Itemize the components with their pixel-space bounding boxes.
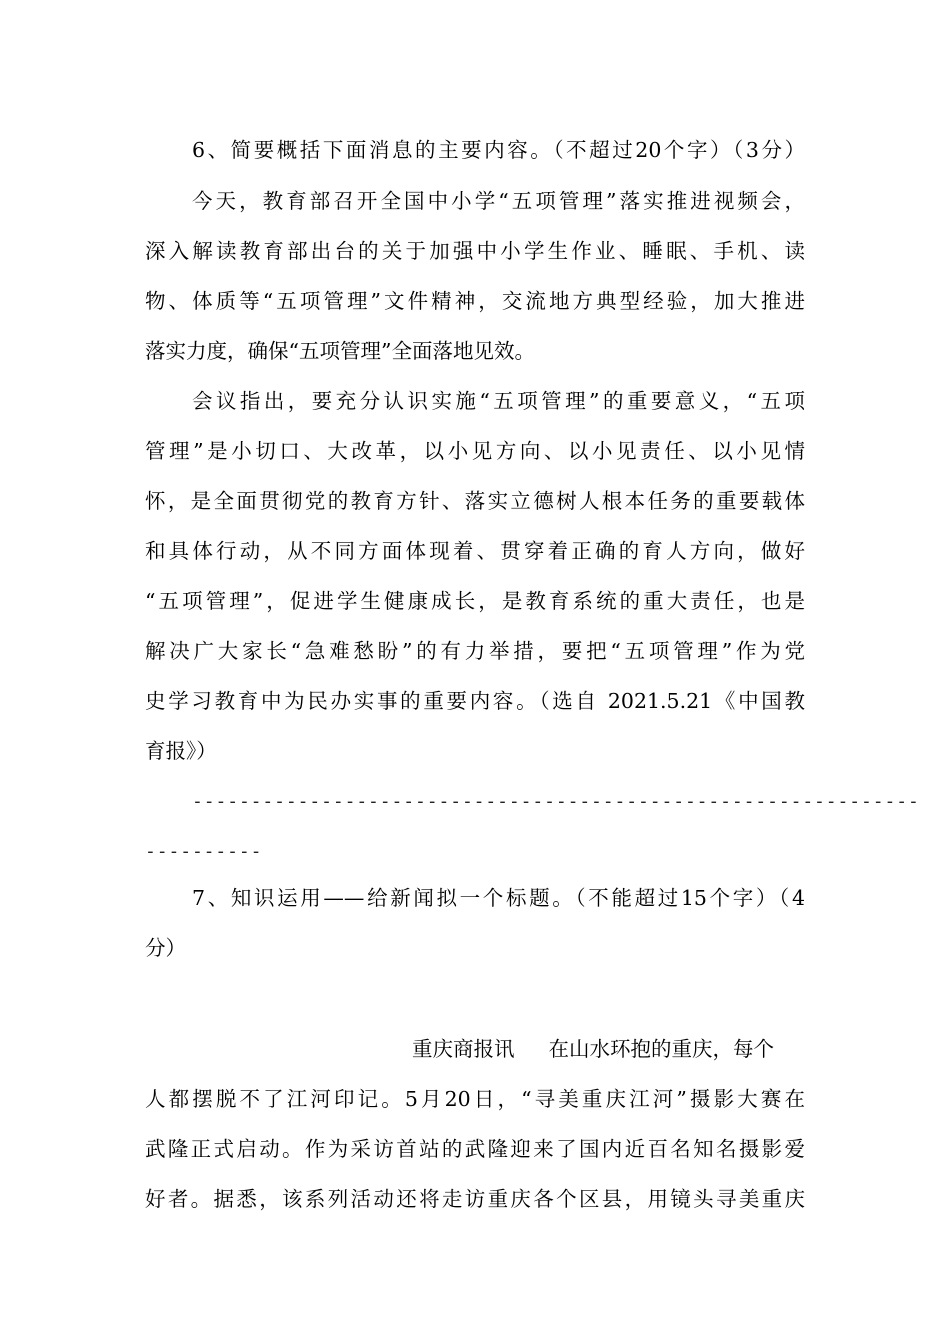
news-paragraph-2-line: 和具体行动，从不同方面体现着、贯穿着正确的育人方向，做好 bbox=[145, 539, 805, 563]
news-paragraph-2-line: 管理”是小切口、大改革，以小见方向、以小见责任、以小见情 bbox=[145, 439, 805, 463]
answer-line: -------------------------------------------------------------- bbox=[192, 791, 920, 812]
news-body-line: 好者。据悉，该系列活动还将走访重庆各个区县，用镜头寻美重庆 bbox=[145, 1187, 805, 1211]
news-paragraph-1-line: 深入解读教育部出台的关于加强中小学生作业、睡眠、手机、读 bbox=[145, 239, 805, 263]
news-paragraph-2-line: 解决广大家长“急难愁盼”的有力举措，要把“五项管理”作为党 bbox=[145, 639, 805, 663]
news-paragraph-2-line: 怀，是全面贯彻党的教育方针、落实立德树人根本任务的重要载体 bbox=[145, 489, 805, 513]
news-paragraph-1-line: 落实力度，确保“五项管理”全面落地见效。 bbox=[145, 339, 535, 363]
question-7-prompt-continued: 分） bbox=[145, 936, 186, 960]
news-paragraph-1-line: 今天，教育部召开全国中小学“五项管理”落实推进视频会， bbox=[192, 189, 805, 213]
news-paragraph-2-line: “五项管理”，促进学生健康成长，是教育系统的重大责任，也是 bbox=[145, 589, 805, 613]
answer-line: ---------- bbox=[145, 841, 263, 862]
news-paragraph-2-line: 史学习教育中为民办实事的重要内容。（选自 2021.5.21《中国教 bbox=[145, 689, 805, 713]
news-dateline bbox=[412, 1039, 805, 1060]
news-lead: 在山水环抱的重庆，每个 bbox=[548, 1037, 774, 1061]
news-paragraph-2-line: 育报》） bbox=[145, 739, 217, 763]
news-paragraph-2-line: 会议指出，要充分认识实施“五项管理”的重要意义，“五项 bbox=[192, 389, 805, 413]
news-body-line: 武隆正式启动。作为采访首站的武隆迎来了国内近百名知名摄影爱 bbox=[145, 1137, 805, 1161]
news-paragraph-1-line: 物、体质等“五项管理”文件精神，交流地方典型经验，加大推进 bbox=[145, 289, 805, 313]
news-body-line: 人都摆脱不了江河印记。5月20日，“寻美重庆江河”摄影大赛在 bbox=[145, 1087, 805, 1111]
news-source: 重庆商报讯 bbox=[412, 1037, 515, 1061]
question-7-prompt: 7、知识运用——给新闻拟一个标题。（不能超过15个字）（4 bbox=[192, 886, 805, 910]
question-6-prompt: 6、简要概括下面消息的主要内容。（不超过20个字）（3分） bbox=[192, 138, 805, 162]
